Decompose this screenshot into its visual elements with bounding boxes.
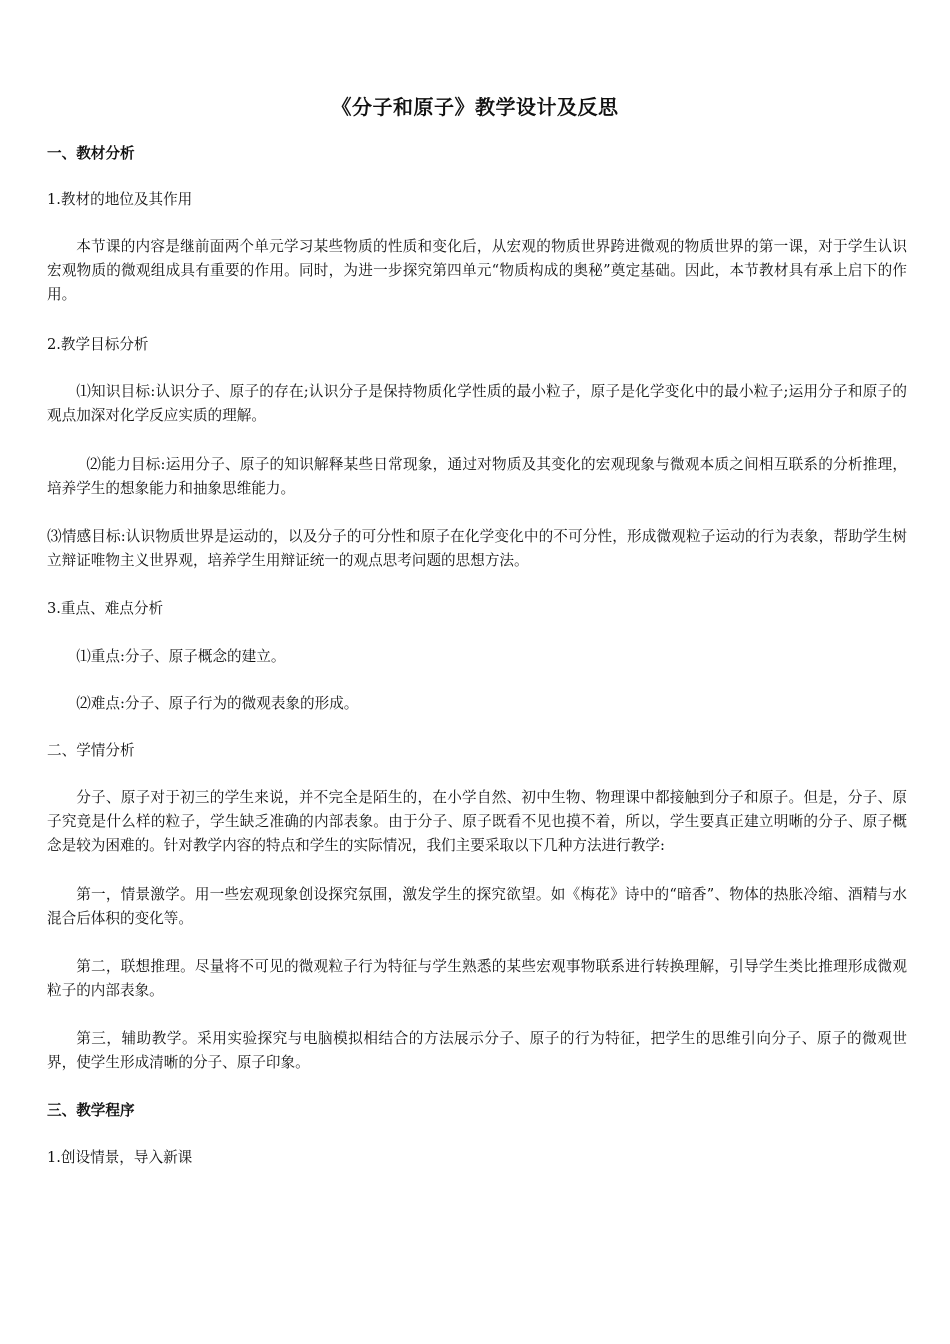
document-title: 《分子和原子》教学设计及反思	[331, 95, 619, 119]
subheading-textbook-role: 1.教材的地位及其作用	[47, 191, 193, 208]
paragraph-method-one: 第一，情景激学。用一些宏观现象创设探究氛围，激发学生的探究欲望。如《梅花》诗中的“暗香”、物体的热胀冷缩、酒精与水混合后体积的变化等。	[47, 886, 907, 927]
paragraph-student-analysis: 分子、原子对于初三的学生来说，并不完全是陌生的，在小学自然、初中生物、物理课中都接触到分子和原子。但是，分子、原子究竟是什么样的粒子，学生缺乏准确的内部表象。由于分子、原子既看不见也摸不着，所以，学生要真正建立明晰的分子、原子概念是较为困难的。针对教学内容的特点和学生的实际情况，我们主要采取以下几种方法进行教学:	[47, 789, 907, 854]
paragraph-difficult-point: ⑵难点:分子、原子行为的微观表象的形成。	[76, 695, 359, 712]
section-heading-student-analysis: 二、学情分析	[47, 742, 135, 759]
paragraph-method-two: 第二，联想推理。尽量将不可见的微观粒子行为特征与学生熟悉的某些宏观事物联系进行转换理解，引导学生类比推理形成微观粒子的内部表象。	[47, 958, 907, 999]
section-heading-textbook-analysis: 一、教材分析	[47, 145, 135, 162]
paragraph-emotion-goal: ⑶情感目标:认识物质世界是运动的，以及分子的可分性和原子在化学变化中的不可分性，形成微观粒子运动的行为表象，帮助学生树立辩证唯物主义世界观，培养学生用辩证统一的观点思考问题的思想方法。	[47, 528, 907, 569]
subheading-teaching-goals: 2.教学目标分析	[47, 336, 149, 353]
paragraph-knowledge-goal: ⑴知识目标:认识分子、原子的存在;认识分子是保持物质化学性质的最小粒子，原子是化学变化中的最小粒子;运用分子和原子的观点加深对化学反应实质的理解。	[47, 383, 907, 424]
paragraph-method-three: 第三，辅助教学。采用实验探究与电脑模拟相结合的方法展示分子、原子的行为特征，把学生的思维引向分子、原子的微观世界，使学生形成清晰的分子、原子印象。	[47, 1030, 907, 1071]
subheading-create-scenario: 1.创设情景，导入新课	[47, 1149, 193, 1166]
paragraph-ability-goal: ⑵能力目标:运用分子、原子的知识解释某些日常现象，通过对物质及其变化的宏观现象与微观本质之间相互联系的分析推理，培养学生的想象能力和抽象思维能力。	[47, 456, 907, 497]
subheading-key-difficult-points: 3.重点、难点分析	[47, 600, 164, 617]
section-heading-teaching-procedure: 三、教学程序	[47, 1102, 135, 1119]
paragraph-textbook-role: 本节课的内容是继前面两个单元学习某些物质的性质和变化后，从宏观的物质世界跨进微观的物质世界的第一课，对于学生认识宏观物质的微观组成具有重要的作用。同时，为进一步探究第四单元“物质构成的奥秘”奠定基础。因此，本节教材具有承上启下的作用。	[47, 238, 907, 303]
paragraph-key-point: ⑴重点:分子、原子概念的建立。	[76, 648, 286, 665]
